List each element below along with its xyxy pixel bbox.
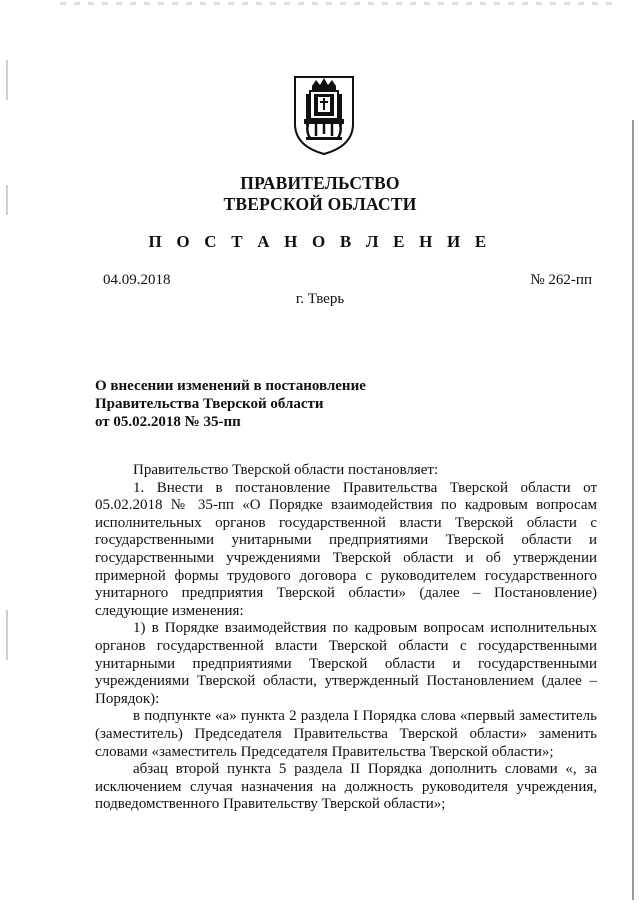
- body-paragraph: 1) в Порядке взаимодействия по кадровым вопросам исполнительных органов государственной власти Тверской области с государственными унитарными предприятиями Тверской области и государственными учреждениями Тверской области, утвержденный Постановлением (далее – Порядок):: [95, 620, 597, 707]
- decree-subject: [95, 377, 415, 431]
- body-paragraph: абзац второй пункта 5 раздела II Порядка дополнить словами «, за исключением случая назначения на должность руководителя учреждения, подведомственного Правительству Тверской области»;: [95, 761, 597, 813]
- decree-city: г. Тверь: [295, 291, 345, 307]
- body-paragraph: в подпункте «а» пункта 2 раздела I Порядка слова «первый заместитель (заместитель) Председателя Правительства Тверской области» заменить словами «заместитель Председателя Правительства Тверской области»;: [95, 708, 597, 760]
- subject-line: от 05.02.2018 № 35-пп: [95, 414, 241, 430]
- scan-artifact-top: [60, 2, 620, 5]
- subject-line: О внесении изменений в постановление: [95, 378, 366, 394]
- body-paragraph: Правительство Тверской области постановляет:: [133, 462, 439, 478]
- decree-body: [95, 462, 597, 814]
- body-paragraph: 1. Внести в постановление Правительства Тверской области от 05.02.2018 № 35-пп «О Порядке взаимодействия по кадровым вопросам исполнительных органов государственной власти Тверской области с государственными унитарными предприятиями Тверской области и государственными учреждениями Тверской области и об утверждении примерной формы трудового договора с руководителем государственного унитарного предприятия Тверской области» (далее – Постановление) следующие изменения:: [95, 479, 597, 619]
- scan-artifact-left: [6, 610, 8, 660]
- coat-of-arms-emblem: [292, 74, 356, 156]
- subject-line: Правительства Тверской области: [95, 396, 324, 412]
- decree-title: П О С Т А Н О В Л Е Н И Е: [148, 232, 492, 251]
- scan-artifact-left: [6, 60, 8, 100]
- decree-number: № 262-пп: [530, 272, 592, 288]
- government-title-line1: ПРАВИТЕЛЬСТВО: [240, 173, 400, 193]
- government-title-line2: ТВЕРСКОЙ ОБЛАСТИ: [223, 194, 417, 214]
- decree-date: 04.09.2018: [103, 272, 171, 288]
